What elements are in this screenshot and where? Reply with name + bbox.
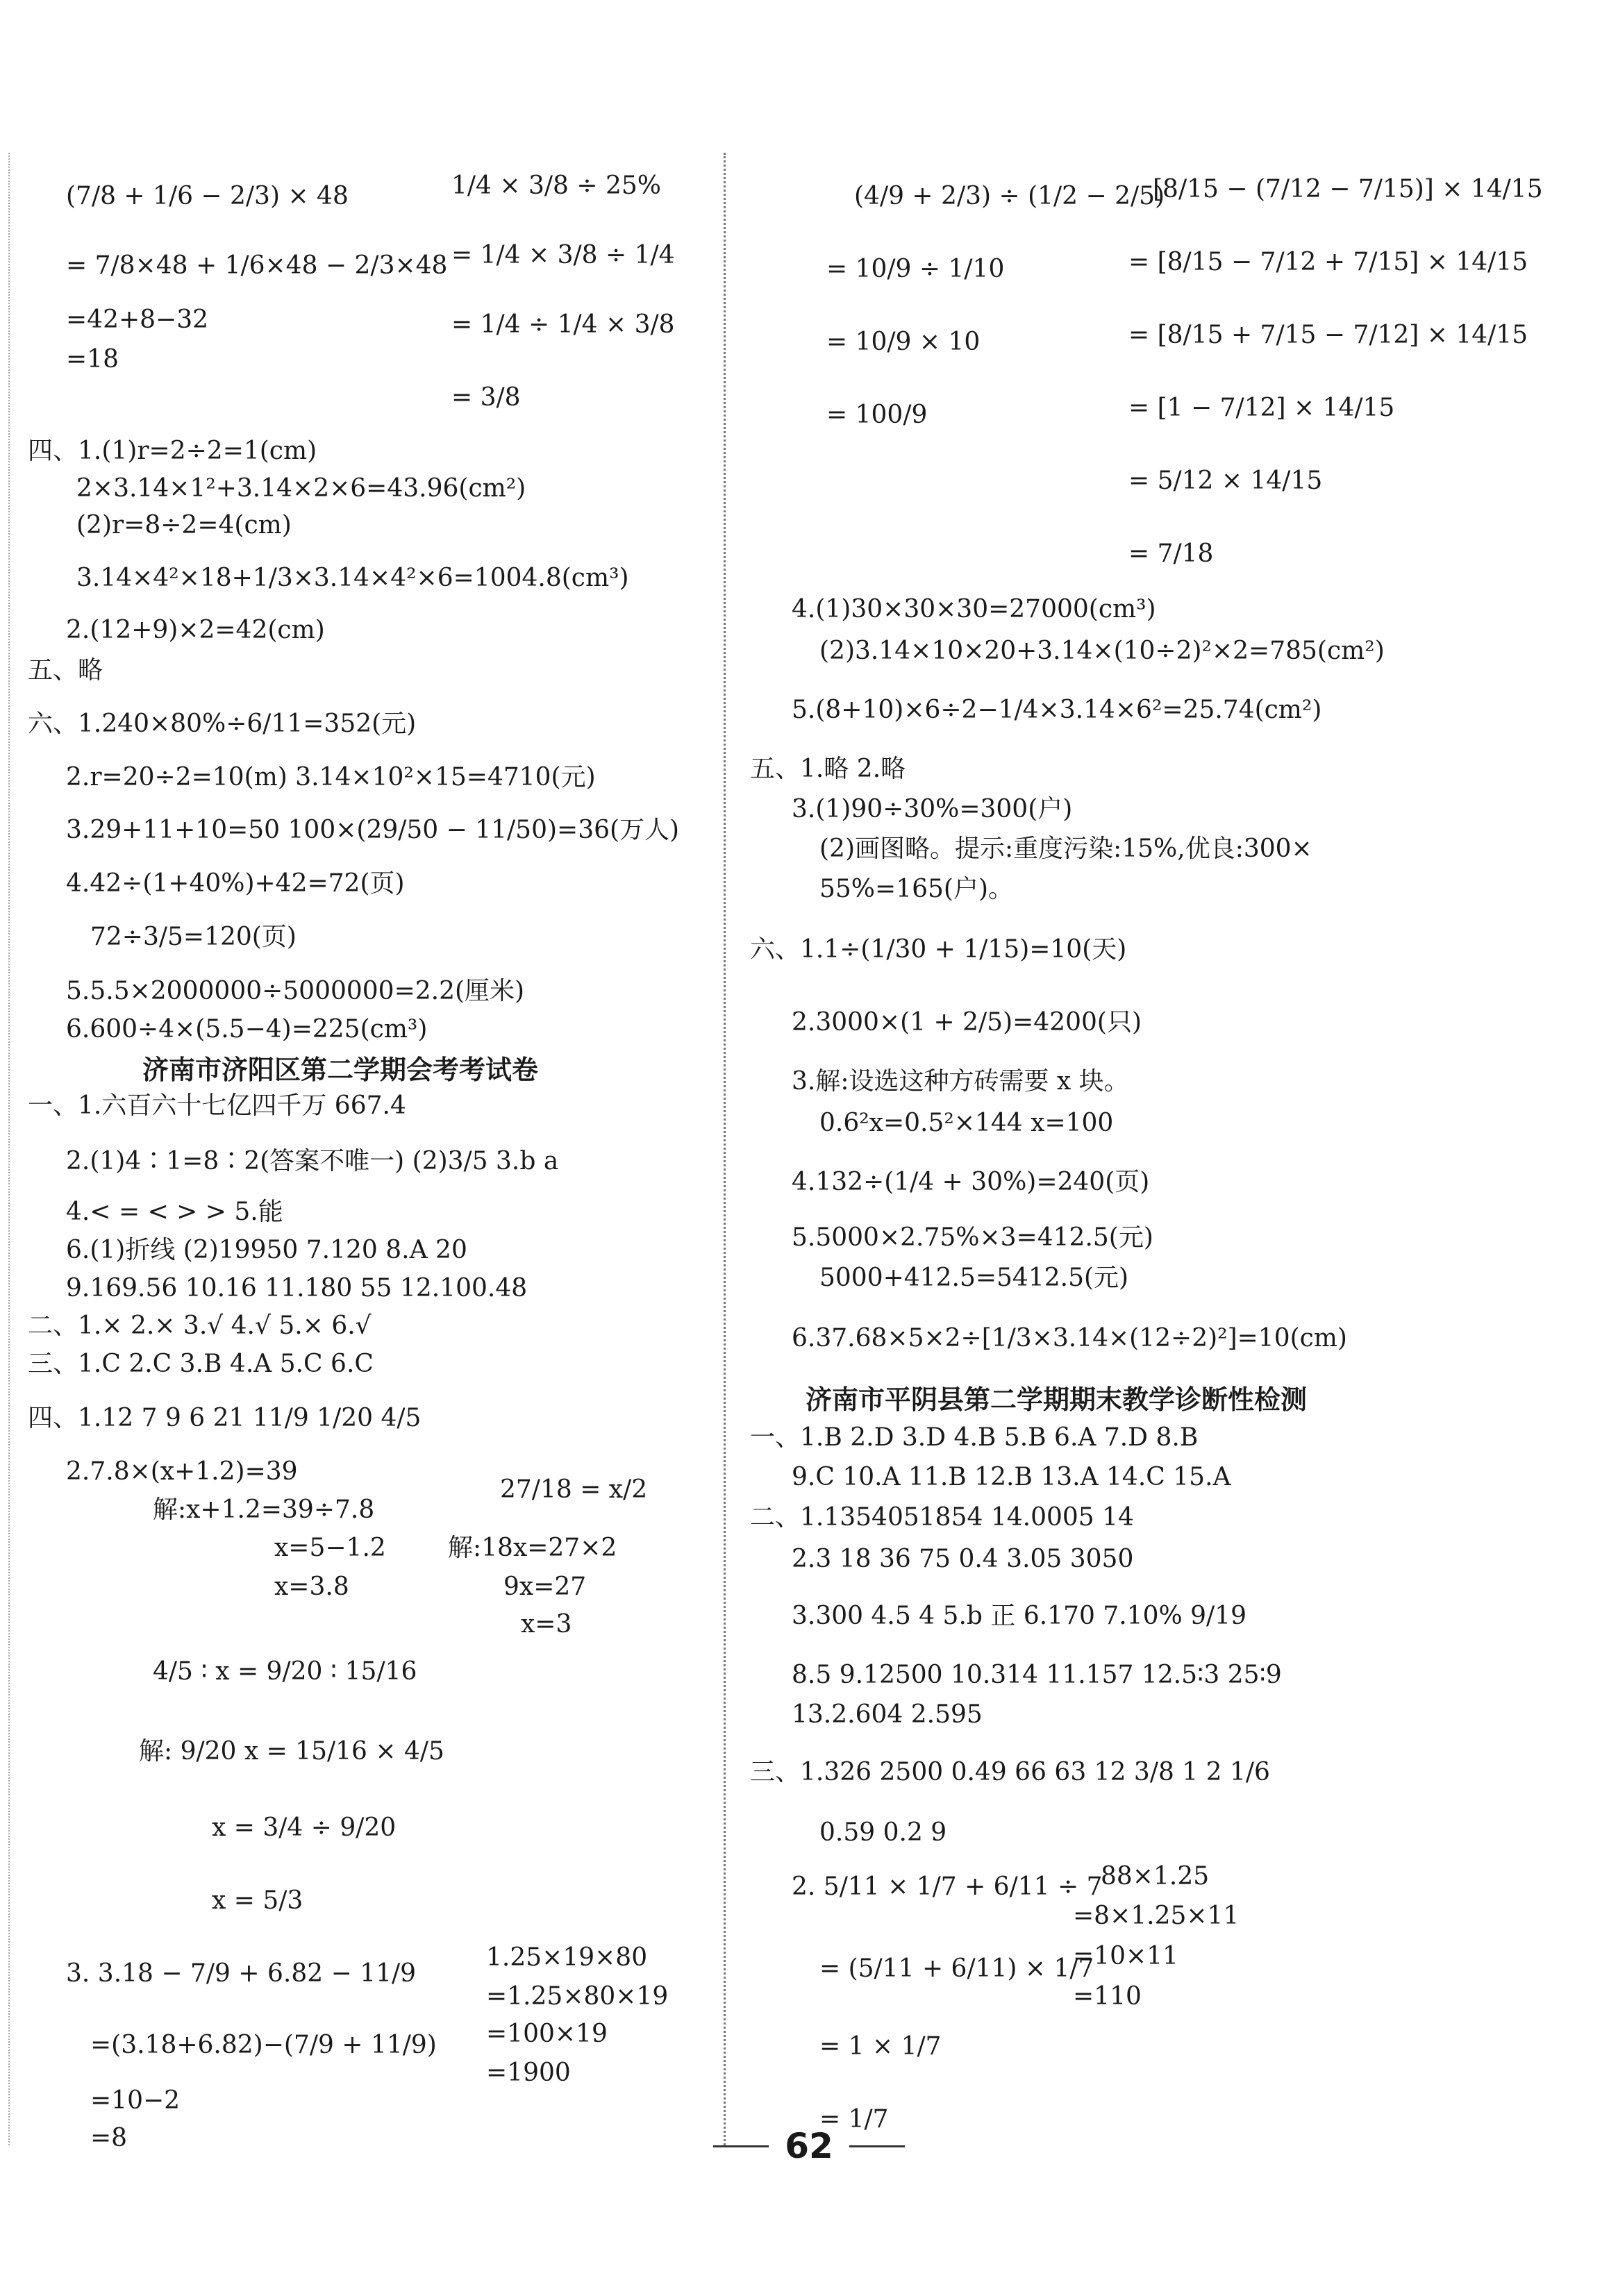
answer-line: 3.300 4.5 4 5.b 正 6.170 7.10% 9/19 bbox=[792, 1602, 1246, 1630]
answer-line: 5.5000×2.75%×3=412.5(元) bbox=[792, 1223, 1153, 1252]
answer-line: =100×19 bbox=[486, 2020, 608, 2048]
answer-line: 5000+412.5=5412.5(元) bbox=[819, 1264, 1129, 1292]
left-edge-rule bbox=[8, 153, 10, 2145]
answer-line: 9.169.56 10.16 11.180 55 12.100.48 bbox=[66, 1274, 528, 1302]
answer-line: 四、1.12 7 9 6 21 11/9 1/20 4/5 bbox=[28, 1404, 422, 1432]
answer-line: 8.5 9.12500 10.314 11.157 12.5∶3 25∶9 bbox=[792, 1661, 1282, 1689]
answer-line: = 10/9 ÷ 1/10 bbox=[826, 255, 1005, 283]
answer-line: =18 bbox=[66, 345, 119, 374]
answer-line: 55%=165(户)。 bbox=[819, 875, 1013, 903]
answer-line: 2.3 18 36 75 0.4 3.05 3050 bbox=[792, 1545, 1134, 1573]
answer-line: 2. 5/11 × 1/7 + 6/11 ÷ 7 bbox=[792, 1872, 1103, 1901]
page-number: 62 bbox=[785, 2126, 833, 2166]
answer-line: 4/5 ∶ x = 9/20 ∶ 15/16 bbox=[153, 1657, 417, 1686]
column-divider bbox=[724, 153, 726, 2145]
answer-line: =10−2 bbox=[90, 2086, 181, 2115]
answer-line: = 1/4 ÷ 1/4 × 3/8 bbox=[451, 310, 675, 339]
answer-line: 4.132÷(1/4 + 30%)=240(页) bbox=[792, 1168, 1150, 1196]
answer-line: 0.6²x=0.5²×144 x=100 bbox=[819, 1109, 1114, 1137]
answer-line: =1.25×80×19 bbox=[486, 1982, 669, 2011]
answer-line: 四、1.(1)r=2÷2=1(cm) bbox=[28, 437, 317, 465]
answer-line: = [8/15 + 7/15 − 7/12] × 14/15 bbox=[1128, 321, 1528, 349]
answer-line: 一、1.B 2.D 3.D 4.B 5.B 6.A 7.D 8.B bbox=[750, 1423, 1199, 1452]
answer-line: = 1/4 × 3/8 ÷ 1/4 bbox=[451, 241, 675, 269]
answer-line: = 7/18 bbox=[1128, 539, 1214, 568]
answer-line: 三、1.C 2.C 3.B 4.A 5.C 6.C bbox=[28, 1350, 374, 1378]
answer-line: =8 bbox=[90, 2124, 128, 2152]
answer-line: 5.5.5×2000000÷5000000=2.2(厘米) bbox=[66, 977, 525, 1005]
answer-line: =10×11 bbox=[1073, 1942, 1178, 1970]
answer-line: 二、1.1354051854 14.0005 14 bbox=[750, 1503, 1134, 1532]
answer-line: 2.(12+9)×2=42(cm) bbox=[66, 616, 325, 644]
answer-line: 2.r=20÷2=10(m) 3.14×10²×15=4710(元) bbox=[66, 763, 596, 791]
answer-line: = 10/9 × 10 bbox=[826, 328, 981, 356]
answer-line: x = 5/3 bbox=[212, 1886, 303, 1915]
answer-line: 6.(1)折线 (2)19950 7.120 8.A 20 bbox=[66, 1236, 467, 1264]
answer-line: 72÷3/5=120(页) bbox=[90, 923, 297, 951]
answer-line: 9.C 10.A 11.B 12.B 13.A 14.C 15.A bbox=[792, 1463, 1231, 1491]
exam-heading-jiyang: 济南市济阳区第二学期会考考试卷 bbox=[142, 1055, 539, 1085]
answer-line: = 7/8×48 + 1/6×48 − 2/3×48 bbox=[66, 251, 448, 280]
answer-line: = 3/8 bbox=[451, 383, 521, 412]
answer-line: = 5/12 × 14/15 bbox=[1128, 467, 1323, 495]
answer-line: 3.29+11+10=50 100×(29/50 − 11/50)=36(万人) bbox=[66, 816, 680, 844]
answer-line: 9x=27 bbox=[503, 1573, 587, 1601]
answer-line: = [1 − 7/12] × 14/15 bbox=[1128, 394, 1395, 422]
footer-dash bbox=[713, 2145, 769, 2147]
answer-line: 六、1.240×80%÷6/11=352(元) bbox=[28, 710, 417, 738]
answer-line: 4.< = < > > 5.能 bbox=[66, 1198, 283, 1226]
answer-line: 6.600÷4×(5.5−4)=225(cm³) bbox=[66, 1015, 428, 1044]
answer-line: x=3.8 bbox=[274, 1573, 349, 1601]
answer-line: 2.3000×(1 + 2/5)=4200(只) bbox=[792, 1008, 1142, 1037]
answer-line: 2×3.14×1²+3.14×2×6=43.96(cm²) bbox=[76, 474, 526, 503]
answer-line: =(3.18+6.82)−(7/9 + 11/9) bbox=[90, 2031, 437, 2059]
answer-line: 4.(1)30×30×30=27000(cm³) bbox=[792, 595, 1156, 623]
footer-dash bbox=[849, 2145, 905, 2147]
answer-line: x=3 bbox=[521, 1610, 572, 1639]
answer-line: (4/9 + 2/3) ÷ (1/2 − 2/5) bbox=[854, 182, 1165, 210]
answer-line: =1900 bbox=[486, 2059, 571, 2087]
answer-line: 1/4 × 3/8 ÷ 25% bbox=[451, 171, 661, 200]
answer-line: 88×1.25 bbox=[1101, 1862, 1210, 1891]
answer-line: 13.2.604 2.595 bbox=[792, 1700, 983, 1729]
answer-line: 27/18 = x/2 bbox=[500, 1475, 648, 1504]
answer-line: 3.14×4²×18+1/3×3.14×4²×6=1004.8(cm³) bbox=[76, 564, 629, 592]
answer-line: = 1 × 1/7 bbox=[819, 2032, 942, 2061]
answer-line: (2)3.14×10×20+3.14×(10÷2)²×2=785(cm²) bbox=[819, 637, 1385, 665]
answer-line: 1.25×19×80 bbox=[486, 1943, 648, 1972]
answer-line: =42+8−32 bbox=[66, 305, 209, 334]
answer-line: = 1/7 bbox=[819, 2105, 889, 2134]
answer-line: 3.(1)90÷30%=300(户) bbox=[792, 795, 1073, 823]
answer-line: 二、1.× 2.× 3.√ 4.√ 5.× 6.√ bbox=[28, 1312, 372, 1340]
answer-line: 0.59 0.2 9 bbox=[819, 1818, 947, 1847]
answer-line: 一、1.六百六十七亿四千万 667.4 bbox=[28, 1091, 406, 1120]
answer-line: 4.42÷(1+40%)+42=72(页) bbox=[66, 869, 405, 898]
answer-line: [8/15 − (7/12 − 7/15)] × 14/15 bbox=[1153, 175, 1543, 203]
answer-line: 3. 3.18 − 7/9 + 6.82 − 11/9 bbox=[66, 1959, 417, 1988]
page-footer bbox=[0, 2126, 1618, 2166]
answer-line: =110 bbox=[1073, 1982, 1142, 2011]
exam-heading-pingyin: 济南市平阴县第二学期期末教学诊断性检测 bbox=[806, 1384, 1308, 1415]
answer-line: 五、1.略 2.略 bbox=[750, 755, 906, 783]
answer-line: 三、1.326 2500 0.49 66 63 12 3/8 1 2 1/6 bbox=[750, 1758, 1270, 1786]
answer-line: (2)画图略。提示:重度污染:15%,优良:300× bbox=[819, 835, 1312, 863]
answer-line: =8×1.25×11 bbox=[1073, 1902, 1240, 1930]
answer-line: 解:x+1.2=39÷7.8 bbox=[153, 1495, 375, 1524]
answer-line: 2.(1)4∶1=8∶2(答案不唯一) (2)3/5 3.b a bbox=[66, 1147, 559, 1175]
answer-line: (2)r=8÷2=4(cm) bbox=[76, 511, 292, 539]
answer-line: 五、略 bbox=[28, 656, 103, 685]
answer-line: x = 3/4 ÷ 9/20 bbox=[212, 1813, 397, 1842]
answer-line: 5.(8+10)×6÷2−1/4×3.14×6²=25.74(cm²) bbox=[792, 696, 1322, 724]
answer-line: 六、1.1÷(1/30 + 1/15)=10(天) bbox=[750, 935, 1127, 964]
answer-line: 解:18x=27×2 bbox=[448, 1534, 617, 1562]
answer-line: = [8/15 − 7/12 + 7/15] × 14/15 bbox=[1128, 248, 1528, 276]
answer-line: 3.解:设选这种方砖需要 x 块。 bbox=[792, 1067, 1129, 1096]
answer-line: = (5/11 + 6/11) × 1/7 bbox=[819, 1954, 1094, 1983]
answer-line: 6.37.68×5×2÷[1/3×3.14×(12÷2)²]=10(cm) bbox=[792, 1324, 1347, 1352]
answer-line: = 100/9 bbox=[826, 401, 928, 429]
answer-line: x=5−1.2 bbox=[274, 1534, 386, 1562]
answer-line: 2.7.8×(x+1.2)=39 bbox=[66, 1457, 298, 1486]
answer-line: (7/8 + 1/6 − 2/3) × 48 bbox=[66, 182, 349, 210]
answer-line: 解: 9/20 x = 15/16 × 4/5 bbox=[139, 1737, 444, 1766]
